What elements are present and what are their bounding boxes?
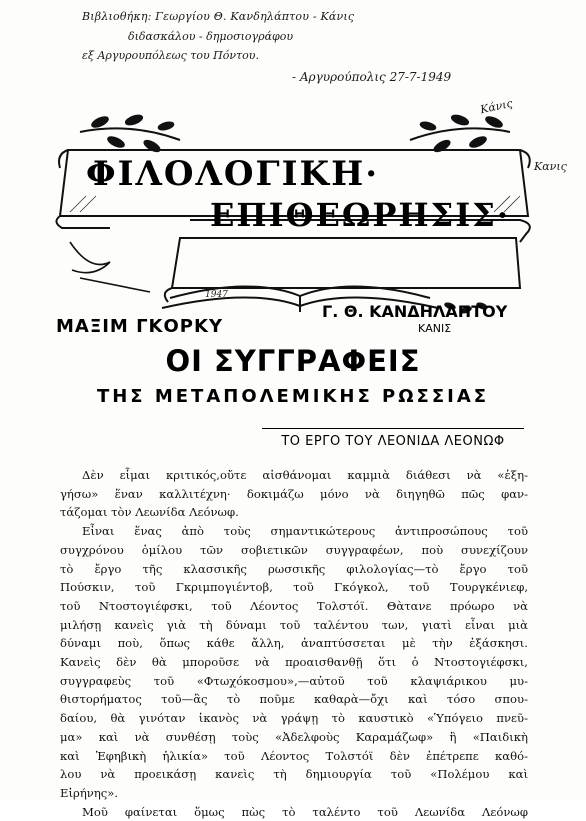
article-author: ΜΑΞΙΜ ΓΚΟΡΚΥ <box>56 316 223 337</box>
section-divider <box>262 428 524 429</box>
handwritten-signature: Κάνις <box>479 96 514 117</box>
ownership-stamp-subtitle: ΚΑΝΙΣ <box>418 322 452 335</box>
laurel-right-icon <box>410 113 510 154</box>
body-line: συγχρόνου ὁμίλου τῶν σοβιετικῶν συγγραφέων, ποὺ συνεχίζουν <box>60 542 528 557</box>
handwritten-date: - Αργυρούπολις 27-7-1949 <box>292 70 452 84</box>
body-line: δαίου, θὰ γινόταν ἱκανὸς νὰ γράψῃ τὸ καυστικὸ «Ὑπόγειο πνεῦ- <box>60 711 528 726</box>
body-line: δύναμι ποὺ, ὅπως κάθε ἄλλη, ἀναπτύσσεται μὲ τὴν ἐξάσκησι. <box>60 636 528 651</box>
quill-icon <box>70 242 150 292</box>
body-line: τάζομαι τὸν Λεωνίδα Λεόνωφ. <box>60 505 239 520</box>
body-line: Δὲν εἶμαι κριτικός,οὔτε αἰσθάνομαι καμμιὰ διάθεσι νὰ «ἐξη- <box>82 468 528 482</box>
masthead-ornament-year: 1947 <box>205 290 228 300</box>
article-body <box>60 466 528 821</box>
handwritten-dedication-line-1: Βιβλιοθήκη: Γεωργίου Θ. Κανδηλάπτου - Κάνις <box>82 10 355 23</box>
body-line: μα» καὶ νὰ συνθέσῃ τοὺς «Ἀδελφοὺς Καραμάζωφ» ἢ «Παιδικὴ <box>60 729 528 744</box>
article-title: ΟΙ ΣΥΓΓΡΑΦΕΙΣ <box>165 344 421 378</box>
handwritten-margin-note: Κανις <box>534 160 567 173</box>
masthead-title-line-2: ΕΠΙΘΕΩΡΗΣΙΣ· <box>210 196 510 234</box>
body-line: Μοῦ φαίνεται ὅμως πὼς τὸ ταλέντο τοῦ Λεωνίδα Λεόνωφ <box>82 804 528 819</box>
body-line: θιστορήματος τοῦ—ἂς τὸ ποῦμε καθαρὰ—ὄχι καὶ τόσο σπου- <box>60 692 528 707</box>
body-line: συγγραφεὺς τοῦ «Φτωχόκοσμου»,—αὐτοῦ τοῦ κλαψιάρικου μυ- <box>60 673 528 688</box>
body-line: λου νὰ προεικάσῃ κανεὶς τὴ δημιουργία τοῦ «Πολέμου καὶ <box>60 767 528 782</box>
handwritten-dedication-line-2: διδασκάλου - δημοσιογράφου <box>128 30 294 43</box>
body-line: Εἶναι ἕνας ἀπὸ τοὺς σημαντικώτερους ἀντιπροσώπους τοῦ <box>82 524 528 539</box>
body-line: καὶ Ἐφηβικὴ ἡλικία» τοῦ Λέοντος Τολστόϊ δὲν ἐπέτρεπε καθό- <box>60 748 528 763</box>
ownership-stamp: Γ. Θ. ΚΑΝΔΗΛΑΠΤΟΥ <box>322 302 508 321</box>
handwritten-dedication-line-3: εξ Αργυρουπόλεως του Πόντου. <box>82 49 259 62</box>
masthead-banner <box>50 92 540 317</box>
body-line: γήσω» ἕναν καλλιτέχνη· δοκιμάζω μόνο νὰ διηγηθῶ πῶς φαν- <box>60 486 528 501</box>
body-line: τοῦ Ντοστογιέφσκι, τοῦ Λέοντος Τολστόϊ. Θὰτανε πρόωρο νὰ <box>60 598 528 613</box>
laurel-left-icon <box>80 113 180 154</box>
body-line: Κανεὶς δὲν θὰ μποροῦσε νὰ προαισθανθῇ ὅτι ὁ Ντοστογιέφσκι, <box>60 655 528 670</box>
body-line: μιλήσῃ κανεὶς γιὰ τὴ δύναμι τοῦ ταλέντου των, γιατὶ εἶναι μιὰ <box>60 617 528 632</box>
masthead-title-line-1: ΦΙΛΟΛΟΓΙΚΗ· <box>86 154 380 194</box>
body-line: Πούσκιν, τοῦ Γκριμπογιέντοβ, τοῦ Γκόγκολ, τοῦ Τουργκένιεφ, <box>60 580 528 595</box>
body-line: Εἰρήνης». <box>60 785 119 800</box>
article-subtitle: ΤΗΣ ΜΕΤΑΠΟΛΕΜΙΚΗΣ ΡΩΣΣΙΑΣ <box>96 386 490 407</box>
body-line: τὸ ἔργο τῆς κλασσικῆς ρωσσικῆς φιλολογίας—τὸ ἔργο τοῦ <box>60 561 528 576</box>
section-heading: ΤΟ ΕΡΓΟ ΤΟΥ ΛΕΟΝΙΔΑ ΛΕΟΝΩΦ <box>281 434 505 449</box>
